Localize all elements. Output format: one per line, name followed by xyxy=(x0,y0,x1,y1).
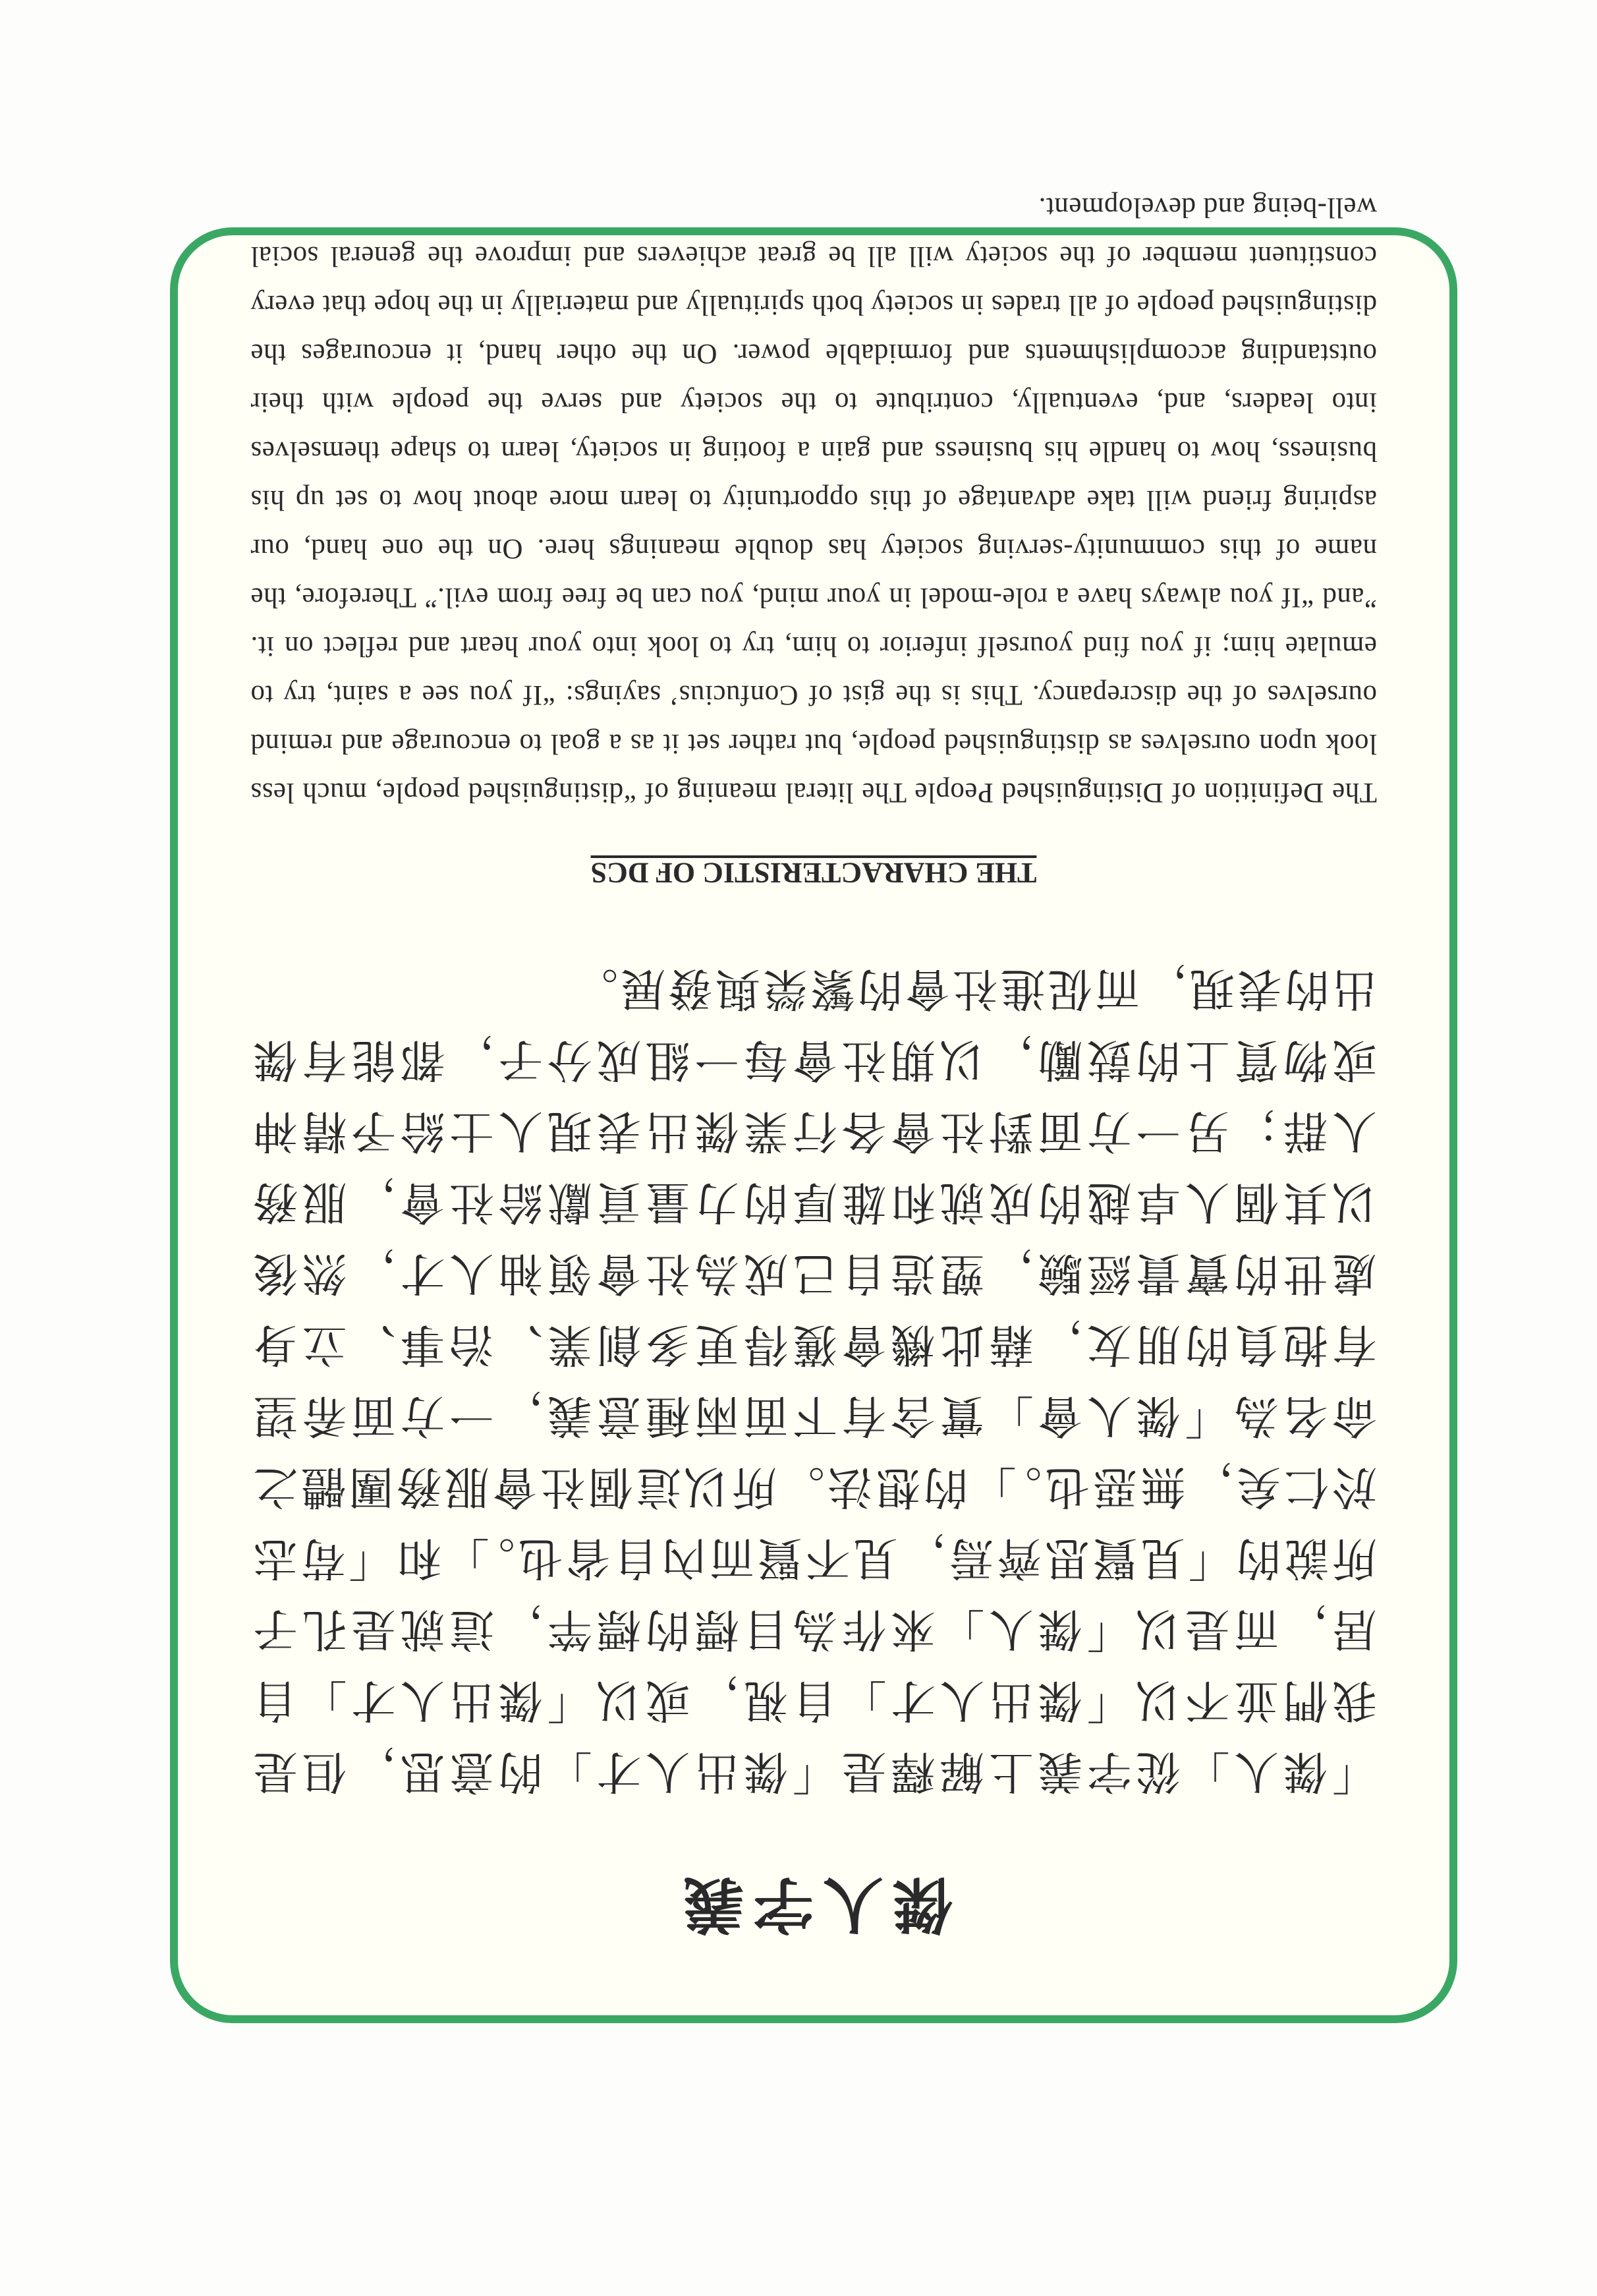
chinese-paragraph: 「傑人」從字義上解釋是「傑出人才」的意思，但是我們並不以「傑出人才」自視，或以「傑出人才」自居，而是以「傑人」來作為目標的標竿，這就是孔子所說的「見賢思齊焉，見不賢而內自省也。」和「苟志於仁矣，無惡也。」的想法。所以這個社會服務團體之命名為「傑人會」實含有下面兩種意義，一方面希望有抱負的朋友，藉此機會獲得更多創業、治事、立身處世的寶貴經驗，塑造自己成為社會領袖人才，然後以其個人卓越的成就和雄厚的力量貢獻給社會，服務人群；另一方面對社會各行業傑出表現人士給予精神或物質上的鼓勵，以期社會每一組成分子，都能有傑出的表現，而促進社會的繁榮與發展。 xyxy=(250,962,1377,1797)
english-heading: THE CHARACTERISTIC OF DCS xyxy=(590,857,1037,889)
document-card xyxy=(170,192,1457,2023)
english-paragraph: The Definition of Distinguished People The literal meaning of “distinguished people, much less look upon ourselves as distinguished people, but rather set it as a goal to encourage and remind ourselves of the discrepancy. This is the gist of Confucius’ sayings: “If you see a saint, try to emulate him; if you find yourself inferior to him, try to look into your heart and reflect on it. ”and “If you always have a role-model in your mind, you can be free from evil.” Therefore, the name of this community-serving society has double meanings here. On the one hand, our aspiring friend will take advantage of this opportunity to learn more about how to set up his business, how to handle his business and gain a footing in society, learn to shape themselves into leaders, and, eventually, contribute to the society and serve the people with their outstanding accomplishments and formidable power. On the other hand, it encourages the distinguished people of all trades in society both spiritually and materially in the hope that every constituent member of the society will all be great achievers and improve the general social well-being and development. xyxy=(250,192,1377,808)
card-content xyxy=(250,192,1377,1953)
chinese-title: 傑人字義 xyxy=(674,1869,954,1939)
